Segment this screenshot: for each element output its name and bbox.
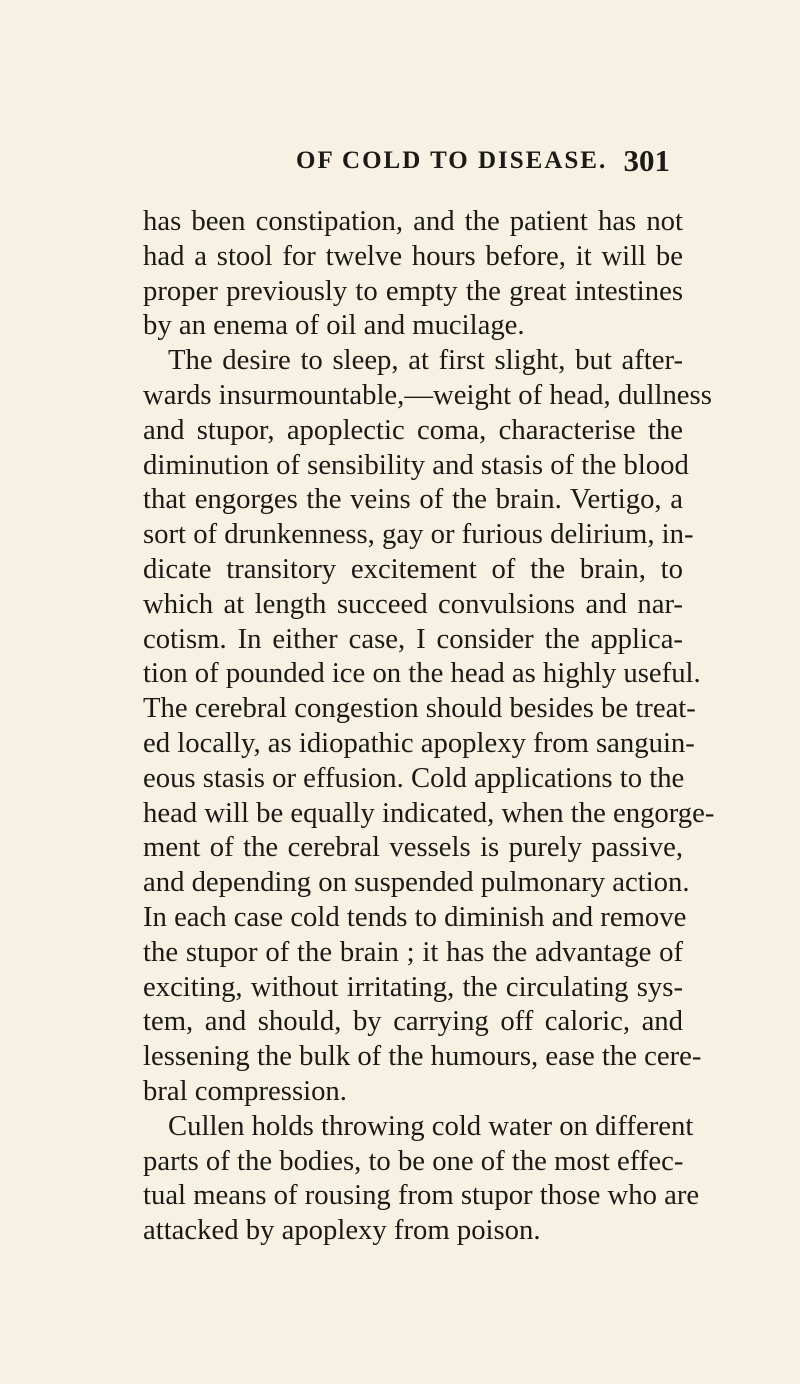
text-line: which at length succeed convulsions and nar- [143,587,683,620]
page-number: 301 [623,143,670,178]
text-line: and stupor, apoplectic coma, characterise the [143,413,683,446]
text-line: had a stool for twelve hours before, it will be [143,239,683,272]
text-line: and depending on suspended pulmonary action. [143,866,690,899]
text-line: that engorges the veins of the brain. Vertigo, a [143,483,683,516]
text-line: In each case cold tends to diminish and remove [143,900,687,933]
text-line: cotism. In either case, I consider the applica- [143,622,683,655]
text-line: exciting, without irritating, the circulating sys- [143,970,683,1003]
text-line: head will be equally indicated, when the engorge- [143,796,715,829]
text-line: parts of the bodies, to be one of the most effec- [143,1144,684,1177]
text-line: lessening the bulk of the humours, ease the cere- [143,1040,702,1073]
text-line: ed locally, as idiopathic apoplexy from sanguin- [143,726,695,759]
text-line: has been constipation, and the patient has not [143,205,683,237]
text-line: bral compression. [143,1074,347,1107]
text-line: ment of the cerebral vessels is purely passive, [143,831,683,864]
text-line: eous stasis or effusion. Cold applications to the [143,761,685,794]
running-head: OF COLD TO DISEASE. [296,147,608,174]
body-text [143,204,715,1248]
text-line: tual means of rousing from stupor those who are [143,1179,700,1212]
text-line: tem, and should, by carrying off caloric, and [143,1005,683,1038]
text-line: the stupor of the brain ; it has the advantage of [143,935,683,968]
text-line: proper previously to empty the great intestines [143,274,683,307]
text-line: diminution of sensibility and stasis of the blood [143,448,689,481]
text-line: tion of pounded ice on the head as highly useful. [143,657,701,690]
text-line: wards insurmountable,—weight of head, dullness [143,378,712,411]
text-line: sort of drunkenness, gay or furious delirium, in- [143,518,694,551]
text-line: by an enema of oil and mucilage. [143,309,525,342]
text-line: The desire to sleep, at first slight, but after- [168,344,683,377]
text-line: attacked by apoplexy from poison. [143,1214,541,1247]
text-line: The cerebral congestion should besides be treat- [143,692,696,725]
text-line: dicate transitory excitement of the brain, to [143,552,683,585]
page-header [296,143,670,186]
text-line: Cullen holds throwing cold water on different [168,1109,694,1142]
